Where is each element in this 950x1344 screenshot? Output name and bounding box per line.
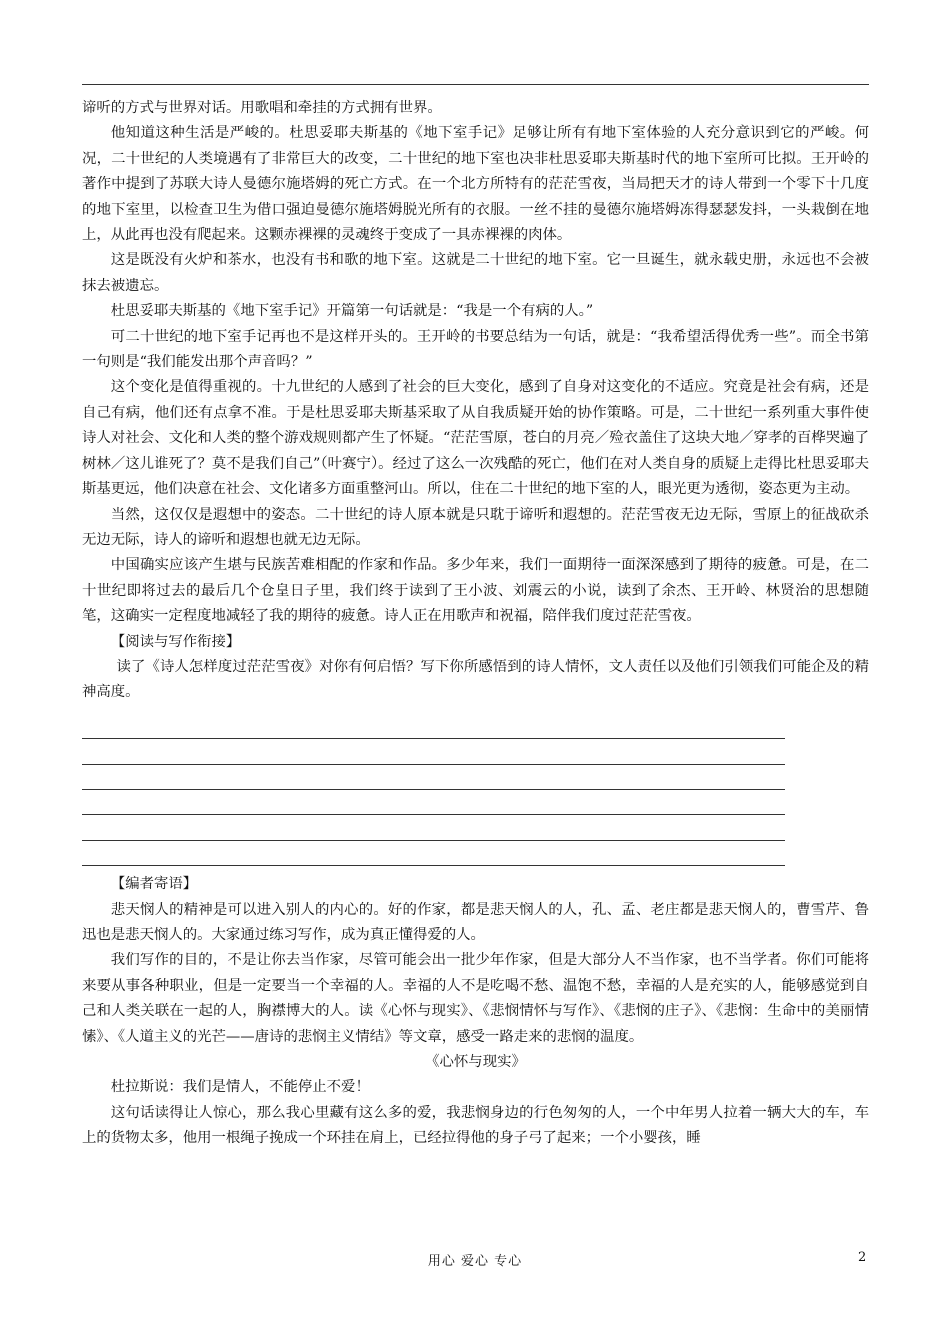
paragraph: 中国确实应该产生堪与民族苦难相配的作家和作品。多少年来，我们一面期待一面深深感到了期待的疲惫。可是，在二十世纪即将过去的最后几个仓皇日子里，我们终于读到了王小波、刘震云的小说，读到了余杰、王开岭、林贤治的思想随笔，这确实一定程度地减轻了我的期待的疲惫。诗人正在用歌声和祝福，陪伴我们度过茫茫雪夜。 xyxy=(82,557,869,625)
paragraph: 谛听的方式与世界对话。用歌唱和牵挂的方式拥有世界。 xyxy=(82,100,442,116)
essay-title: 《心怀与现实》 xyxy=(425,1053,526,1070)
paragraph: 这句话读得让人惊心，那么我心里藏有这么多的爱，我悲悯身边的行色匆匆的人，一个中年男人拉着一辆大大的车，车上的货物太多，他用一根绳子挽成一个环挂在肩上，已经拉得他的身子弓了起来；一个小婴孩，睡 xyxy=(82,1104,869,1147)
paragraph: 悲天悯人的精神是可以进入别人的内心的。好的作家，都是悲天悯人的人，孔、孟、老庄都是悲天悯人的，曹雪芹、鲁迅也是悲天悯人的。大家通过练习写作，成为真正懂得爱的人。 xyxy=(82,901,869,943)
paragraph: 这个变化是值得重视的。十九世纪的人感到了社会的巨大变化，感到了自身对这变化的不适应。究竟是社会有病，还是自己有病，他们还有点拿不准。于是杜思妥耶夫斯基采取了从自我质疑开始的协作策略。可是，二十世纪一系列重大事件使诗人对社会、文化和人类的整个游戏规则都产生了怀疑。“茫茫雪原，苍白的月亮／殓衣盖住了这块大地／穿孝的百桦哭遍了树林／这儿谁死了？莫不是我们自己”（叶赛宁）。经过了这么一次残酷的死亡，他们在对人类自身的质疑上走得比杜思妥耶夫斯基更远，他们决意在社会、文化诸多方面重整河山。所以，住在二十世纪的地下室的人，眼光更为透彻，姿态更为主动。 xyxy=(82,379,869,498)
answer-line[interactable] xyxy=(82,790,785,815)
editor-note-heading: 【编者寄语】 xyxy=(110,876,198,893)
paragraph: 杜拉斯说：我们是情人，不能停止不爱！ xyxy=(110,1079,370,1096)
paragraph: 杜思妥耶夫斯基的《地下室手记》开篇第一句话就是：“我是一个有病的人。” xyxy=(110,303,594,320)
writing-prompt: 读了《诗人怎样度过茫茫雪夜》对你有何启悟？写下你所感悟到的诗人情怀，文人责任以及他们引领我们可能企及的精神高度。 xyxy=(82,658,869,701)
paragraph: 可二十世纪的地下室手记再也不是这样开头的。王开岭的书要总结为一句话，就是：“我希望活得优秀一些”。而全书第一句则是“我们能发出那个声音吗？” xyxy=(82,328,869,371)
answer-line[interactable] xyxy=(82,815,785,840)
document-body xyxy=(82,96,869,1152)
top-paragraphs xyxy=(82,96,869,630)
reading-writing-heading: 【阅读与写作衔接】 xyxy=(110,633,241,650)
header-rule xyxy=(82,84,869,85)
paragraph: 当然，这仅仅是遐想中的姿态。二十世纪的诗人原本就是只耽于谛听和遐想的。茫茫雪夜无边无际，雪原上的征战砍杀无边无际，诗人的谛听和遐想也就无边无际。 xyxy=(82,506,869,548)
page-number: 2 xyxy=(858,1250,867,1265)
paragraph: 我们写作的目的，不是让你去当作家，尽管可能会出一批少年作家，但是大部分人不当作家，也不当学者。你们可能将来要从事各种职业，但是一定要当一个幸福的人。幸福的人不是吃喝不愁、温饱不愁，幸福的人是充实的人，能够感觉到自己和人类关联在一起的人，胸襟博大的人。读《心怀与现实》、《悲悯情怀与写作》、《悲悯的庄子》、《悲悯：生命中的美丽情愫》、《人道主义的光芒——唐诗的悲悯主义情结》等文章，感受一路走来的悲悯的温度。 xyxy=(82,952,869,1045)
answer-line[interactable] xyxy=(82,765,785,790)
answer-line[interactable] xyxy=(82,714,785,739)
answer-line[interactable] xyxy=(82,739,785,764)
answer-line[interactable] xyxy=(82,841,785,866)
paragraph: 他知道这种生活是严峻的。杜思妥耶夫斯基的《地下室手记》足够让所有有地下室体验的人充分意识到它的严峻。何况，二十世纪的人类境遇有了非常巨大的改变，二十世纪的地下室也决非杜思妥耶夫斯基时代的地下室所可比拟。王开岭的著作中提到了苏联大诗人曼德尔施塔姆的死亡方式。在一个北方所特有的茫茫雪夜，当局把天才的诗人带到一个零下十几度的地下室里，以检查卫生为借口强迫曼德尔施塔姆脱光所有的衣服。一丝不挂的曼德尔施塔姆冻得瑟瑟发抖，一头栽倒在地上，从此再也没有爬起来。这颗赤裸裸的灵魂终于变成了一具赤裸裸的肉体。 xyxy=(82,125,869,244)
footer-motto: 用心 爱心 专心 xyxy=(427,1254,523,1269)
paragraph: 这是既没有火炉和茶水，也没有书和歌的地下室。这就是二十世纪的地下室。它一旦诞生，就永载史册，永远也不会被抹去被遗忘。 xyxy=(82,252,869,294)
answer-lines[interactable] xyxy=(82,714,785,866)
